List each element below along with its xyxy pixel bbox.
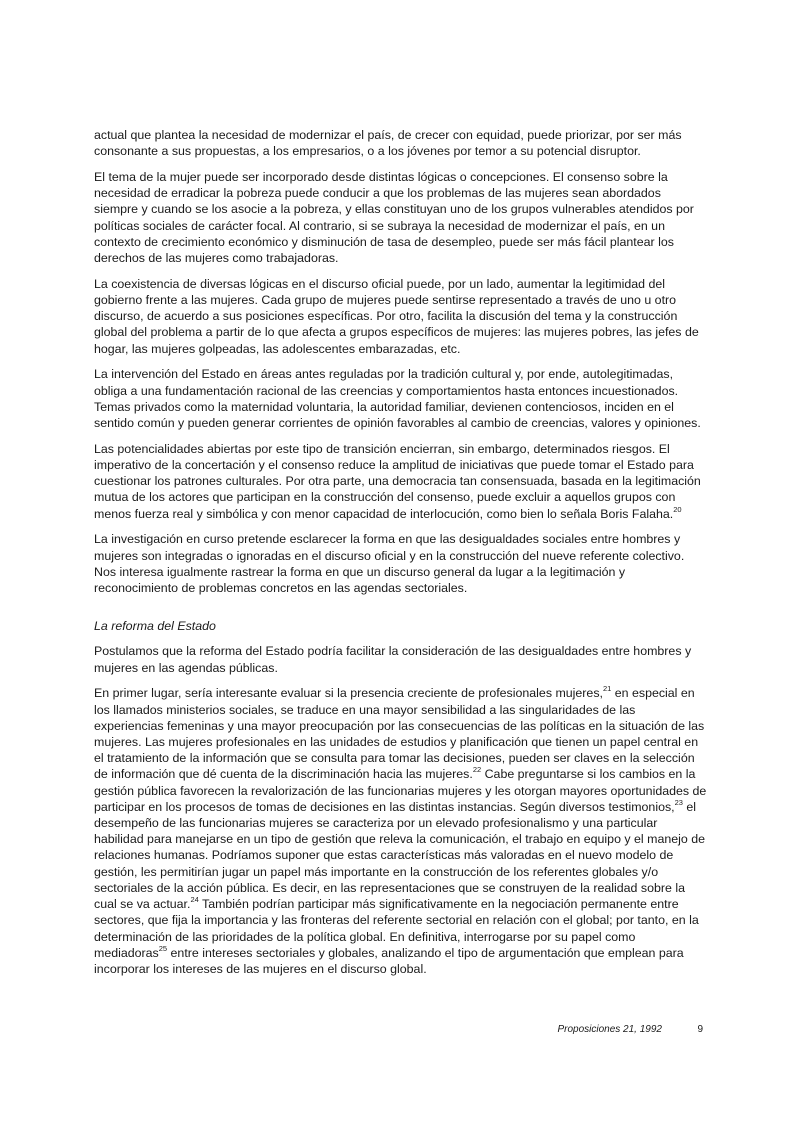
paragraph: La intervención del Estado en áreas antes reguladas por la tradición cultural y, por ende, autolegitimadas, obliga a una fundamentación racional de las creencias y comportamientos hasta entonces incuestionados. Temas privados como la maternidad voluntaria, la autoridad familiar, devienen contenciosos, inciden en el sentido común y pueden generar corrientes de opinión favorables al cambio de creencias, valores y opiniones.	[94, 367, 701, 431]
paragraph-text: Las potencialidades abiertas por este tipo de transición encierran, sin embargo, determinados riesgos. El imperativo de la concertación y el consenso reduce la amplitud de iniciativas que puede tomar el Estado para cuestionar los patrones culturales. Por otra parte, una democracia tan consensuada, basada en la legitimación mutua de los actores que participan en la construcción del consenso, puede excluir a aquellos grupos con menos fuerza real y simbólica y con menor capacidad de interlocución, como bien lo señala Boris Falaha.	[94, 441, 701, 521]
paragraph-text: el desempeño de las funcionarias mujeres se caracteriza por un elevado profesionalismo y una particular habilidad para manejarse en un tipo de gestión que releva la comunicación, el trabajo en equipo y el manejo de relaciones humanas. Podríamos suponer que estas características más valoradas en el nuevo modelo de gestión, les permitirían jugar un papel más importante en la construcción de los referentes globales y/o sectoriales de la acción pública. Es decir, en las representaciones que se construyen de la realidad sobre la cual se va actuar.	[94, 799, 705, 912]
paragraph-text: Cabe preguntarse si los cambios en la gestión pública favorecen la revalorización de las funcionarias mujeres y les otorgan mayores oportunidades de participar en los procesos de tomas de decisiones en las distintas instancias. Según diversos testimonios,	[94, 767, 707, 814]
paragraph	[94, 441, 708, 522]
footnote-mark: 24	[190, 895, 199, 905]
paragraph-text: en especial en los llamados ministerios sociales, se traduce en una mayor sensibilidad a las singularidades de las experiencias femeninas y una mayor preocupación por las consecuencias de las políticas en la situación de las mujeres. Las mujeres profesionales en las unidades de estudios y planificación que tienen un papel central en el tratamiento de la información que se consulta para tomar las decisiones, pueden ser claves en la selección de información que dé cuenta de la discriminación hacia las mujeres.	[94, 686, 705, 782]
page-footer	[94, 1024, 708, 1040]
paragraph: La coexistencia de diversas lógicas en el discurso oficial puede, por un lado, aumentar la legitimidad del gobierno frente a las mujeres. Cada grupo de mujeres puede sentirse representado a través de uno u otro discurso, de acuerdo a sus posiciones específicas. Por otro, facilita la discusión del tema y la construcción global del problema a partir de lo que afecta a grupos específicos de mujeres: las mujeres pobres, las jefes de hogar, las mujeres golpeadas, las adolescentes embarazadas, etc.	[94, 276, 699, 356]
footnote-mark: 23	[674, 797, 683, 807]
page-body	[94, 127, 708, 987]
section-heading: La reforma del Estado	[94, 619, 216, 634]
paragraph: actual que plantea la necesidad de modernizar el país, de crecer con equidad, puede priorizar, por ser más consonante a sus propuestas, a los empresarios, o a los jóvenes por temor a su potencial disruptor.	[94, 128, 682, 159]
paragraph-text: entre intereses sectoriales y globales, analizando el tipo de argumentación que emplean para incorporar los intereses de las mujeres en el discurso global.	[94, 945, 684, 976]
paragraph: La investigación en curso pretende esclarecer la forma en que las desigualdades sociales entre hombres y mujeres son integradas o ignoradas en el discurso oficial y en la construcción del nueve referente colectivo. Nos interesa igualmente rastrear la forma en que un discurso general da lugar a la legitimación y reconocimiento de problemas concretos en las agendas sectoriales.	[94, 532, 685, 596]
paragraph: Postulamos que la reforma del Estado podría facilitar la consideración de las desigualdades entre hombres y mujeres en las agendas públicas.	[94, 644, 692, 675]
paragraph-text: En primer lugar, sería interesante evaluar si la presencia creciente de profesionales mujeres,	[94, 686, 603, 701]
footnote-mark: 25	[158, 943, 168, 953]
paragraph	[94, 685, 708, 977]
paragraph: El tema de la mujer puede ser incorporado desde distintas lógicas o concepciones. El consenso sobre la necesidad de erradicar la pobreza puede conducir a que los problemas de las mujeres sean abordados siempre y cuando se los asocie a la pobreza, y ellas constituyan uno de los grupos vulnerables atendidos por políticas sociales de carácter focal. Al contrario, si se subraya la necesidad de modernizar el país, en un contexto de crecimiento económico y disminución de tasa de desempleo, puede ser más fácil plantear los derechos de las mujeres como trabajadoras.	[94, 170, 694, 266]
journal-citation: Proposiciones 21, 1992	[557, 1024, 662, 1035]
footnote-mark: 22	[472, 765, 482, 775]
page-number: 9	[697, 1024, 703, 1035]
footnote-mark: 21	[602, 684, 612, 694]
footnote-mark: 20	[673, 504, 682, 514]
paragraph-text: También podrían participar más significativamente en la negociación permanente entre sectores, que fija la importancia y las fronteras del referente sectorial en relación con el global; por tanto, en la determinación de las prioridades de la política global. En definitiva, interrogarse por su papel como mediadoras	[94, 897, 699, 960]
